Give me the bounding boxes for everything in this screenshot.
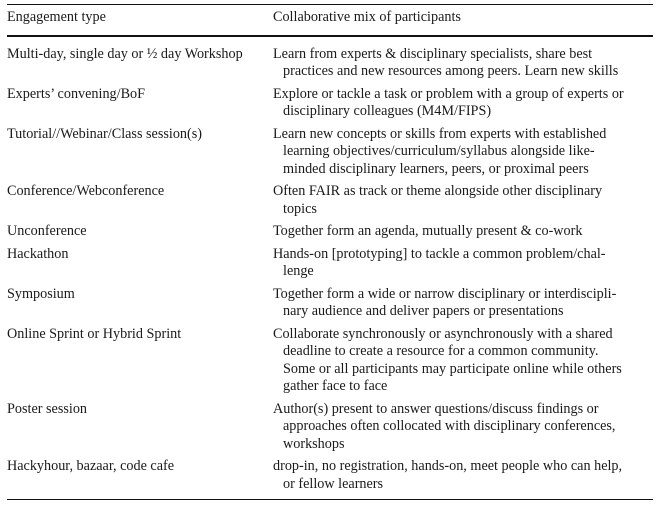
collaborative-mix-cell (273, 183, 653, 218)
table-row (7, 37, 653, 81)
header-engagement-type: Engagement type (7, 9, 106, 25)
mix-line: topics (283, 200, 317, 217)
mix-line: practices and new resources among peers. Learn new skills (283, 63, 619, 79)
header-collaborative-mix: Collaborative mix of participants (273, 9, 461, 25)
collaborative-mix-cell (273, 326, 653, 396)
engagement-type-cell: Symposium (7, 285, 75, 302)
engagement-type-cell: Multi-day, single day or ½ day Workshop (7, 45, 243, 62)
mix-line: workshops (283, 435, 345, 452)
engagement-type-cell: Tutorial//Webinar/Class session(s) (7, 125, 202, 142)
collaborative-mix-cell (273, 246, 653, 281)
mix-line: gather face to face (283, 378, 388, 394)
table-row (7, 396, 653, 454)
mix-line: Together form an agenda, mutually present & co-work (273, 223, 583, 239)
table-row (7, 81, 653, 121)
mix-line: Learn from experts & disciplinary specialists, share best (273, 45, 593, 62)
mix-line: minded disciplinary learners, peers, or proximal peers (283, 160, 589, 177)
table-row (7, 178, 653, 218)
table-bottom-rule (7, 499, 653, 500)
mix-line: drop-in, no registration, hands-on, meet people who can help, (273, 458, 623, 474)
table-row (7, 281, 653, 321)
mix-line: approaches often collocated with disciplinary conferences, (283, 418, 616, 434)
table-row (7, 321, 653, 396)
mix-line: Together form a wide or narrow disciplinary or interdiscipli- (273, 285, 617, 302)
mix-line: disciplinary colleagues (M4M/FIPS) (283, 103, 492, 119)
engagement-type-cell: Poster session (7, 400, 88, 417)
mix-line: Author(s) present to answer questions/discuss findings or (273, 400, 599, 417)
engagement-type-cell: Conference/Webconference (7, 183, 165, 199)
engagement-table (7, 4, 653, 500)
engagement-type-cell: Online Sprint or Hybrid Sprint (7, 325, 182, 342)
collaborative-mix-cell (273, 126, 653, 179)
engagement-type-cell: Experts’ convening/BoF (7, 85, 146, 102)
engagement-type-cell: Hackyhour, bazaar, code cafe (7, 458, 175, 474)
engagement-type-cell: Unconference (7, 223, 87, 239)
table-row (7, 453, 653, 493)
table-row (7, 218, 653, 241)
mix-line: Some or all participants may participate online while others (283, 360, 622, 377)
collaborative-mix-cell (273, 458, 653, 493)
engagement-type-cell: Hackathon (7, 245, 69, 262)
collaborative-mix-cell (273, 46, 653, 81)
table-row (7, 121, 653, 179)
mix-line: Collaborate synchronously or asynchronously with a shared (273, 325, 613, 342)
collaborative-mix-cell (273, 86, 653, 121)
mix-line: or fellow learners (283, 475, 384, 492)
table-row (7, 241, 653, 281)
table-header-row (7, 5, 653, 35)
mix-line: Learn new concepts or skills from experts with established (273, 125, 607, 142)
collaborative-mix-cell (273, 286, 653, 321)
mix-line: nary audience and deliver papers or presentations (283, 303, 564, 319)
mix-line: Often FAIR as track or theme alongside other disciplinary (273, 183, 603, 199)
mix-line: Explore or tackle a task or problem with a group of experts or (273, 85, 624, 102)
mix-line: learning objectives/curriculum/syllabus alongside like- (283, 143, 595, 159)
collaborative-mix-cell (273, 223, 653, 241)
mix-line: deadline to create a resource for a common community. (283, 343, 599, 359)
table-body (7, 37, 653, 500)
collaborative-mix-cell (273, 401, 653, 454)
mix-line: lenge (283, 263, 314, 279)
mix-line: Hands-on [prototyping] to tackle a common problem/chal- (273, 245, 606, 262)
